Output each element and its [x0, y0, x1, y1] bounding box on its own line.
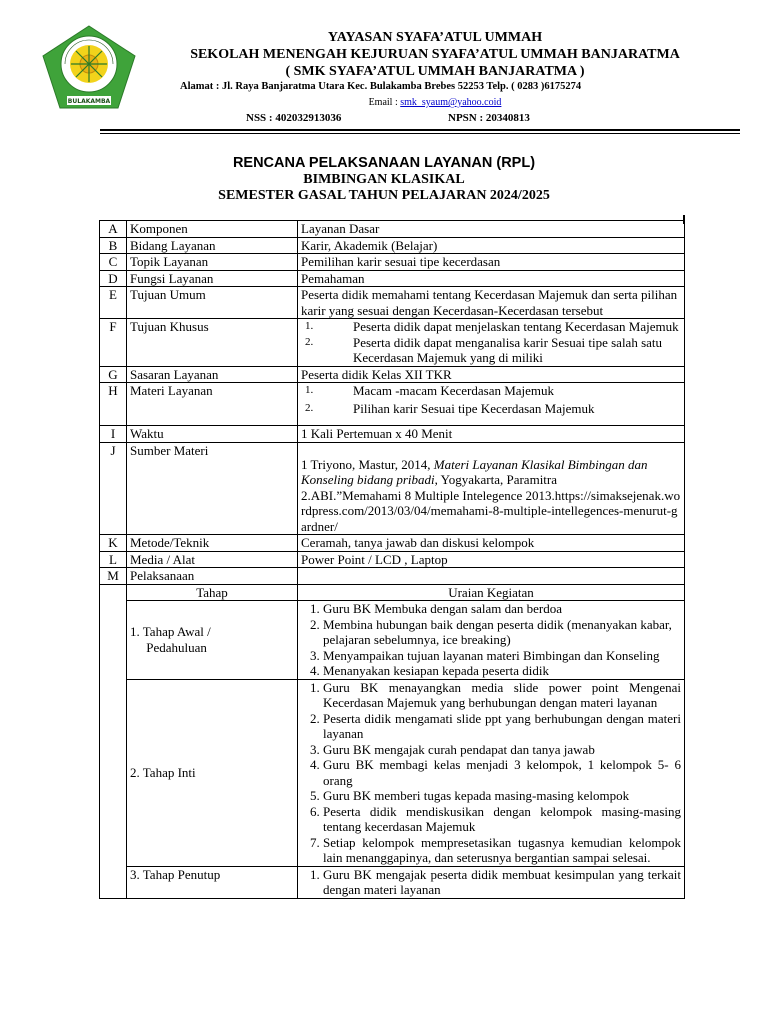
npsn-number: NPSN : 20340813 [448, 112, 530, 124]
school-logo [40, 24, 138, 110]
spacer-cell [100, 601, 127, 680]
row-m [100, 568, 685, 585]
school-address: Alamat : Jl. Raya Banjaratma Utara Kec. Bulakamba Brebes 52253 Telp. ( 0283 )6175274 [180, 81, 582, 92]
school-email [150, 97, 720, 108]
item-number: 1. [305, 384, 314, 396]
item-number: 2. [305, 335, 314, 348]
activity-item: 3. Guru BK mengajak curah pendapat dan tanya jawab [323, 742, 681, 758]
row-label: Materi Layanan [127, 383, 298, 426]
row-value: Ceramah, tanya jawab dan diskusi kelompok [298, 535, 685, 552]
list-item [301, 335, 681, 366]
item-text: Pilihan karir Sesuai tipe Kecerdasan Majemuk [353, 400, 595, 416]
row-f [100, 319, 685, 367]
row-d [100, 270, 685, 287]
row-b [100, 237, 685, 254]
list-item [301, 319, 681, 335]
row-h [100, 383, 685, 426]
activity-list [301, 601, 681, 679]
row-label: Topik Layanan [127, 254, 298, 271]
source-1-publisher: , Yogyakarta, Paramitra [434, 472, 558, 487]
spacer-cell [100, 866, 127, 898]
row-label: Sasaran Layanan [127, 366, 298, 383]
row-code: L [100, 551, 127, 568]
row-value [298, 442, 685, 535]
row-value: Peserta didik memahami tentang Kecerdasan Majemuk dan serta pilihan karir yang sesuai dengan Kecerdasan-Kecerdasan tersebut [298, 287, 685, 319]
row-code: C [100, 254, 127, 271]
row-code: J [100, 442, 127, 535]
row-l [100, 551, 685, 568]
row-label: Fungsi Layanan [127, 270, 298, 287]
document-subtitle: BIMBINGAN KLASIKAL [303, 172, 465, 187]
row-code: I [100, 426, 127, 443]
row-c [100, 254, 685, 271]
row-value: Power Point / LCD , Laptop [298, 551, 685, 568]
source-1-title: Materi Layanan Klasikal Bimbingan dan Konseling bidang pribadi [301, 456, 648, 487]
activity-item: 1. Guru BK mengajak peserta didik membuat kesimpulan yang terkait dengan materi layanan [323, 867, 681, 898]
stage-activities [298, 679, 685, 866]
spacer-cell [100, 584, 127, 601]
row-code: A [100, 221, 127, 238]
row-label: Tujuan Umum [127, 287, 298, 319]
row-label: Pelaksanaan [127, 568, 298, 585]
spacer-cell [100, 679, 127, 866]
school-short-name: ( SMK SYAFA’ATUL UMMAH BANJARATMA ) [285, 64, 585, 79]
nss-number: NSS : 402032913036 [246, 112, 342, 124]
row-value [298, 568, 685, 585]
row-k [100, 535, 685, 552]
letterhead-rule-thick [100, 129, 740, 131]
item-text: Peserta didik dapat menjelaskan tentang Kecerdasan Majemuk [353, 319, 679, 334]
activity-list [301, 867, 681, 898]
row-label: Tujuan Khusus [127, 319, 298, 367]
row-code: D [100, 270, 127, 287]
stage-row-awal [100, 601, 685, 680]
row-label: Bidang Layanan [127, 237, 298, 254]
activity-list [301, 680, 681, 866]
source-1 [301, 457, 681, 488]
source-2: 2.ABI.”Memahami 8 Multiple Intelegence 2013.https://simaksejenak.wordpress.com/2013/03/04/memahami-8-multiple-intellegences-menurut-gardner/ [301, 487, 681, 534]
activity-item: 4. Menanyakan kesiapan kepada peserta didik [323, 663, 681, 679]
activity-item: 2. Membina hubungan baik dengan peserta didik (menanyakan kabar, pelajaran sebelumnya, ice breaking) [323, 617, 681, 648]
email-link[interactable]: smk_syaum@yahoo.coid [400, 97, 502, 108]
row-i [100, 426, 685, 443]
item-text: Macam -macam Kecerdasan Majemuk [353, 383, 555, 398]
stage-name: 1. Tahap Awal / Pedahuluan [127, 601, 298, 680]
stage-row-penutup [100, 866, 685, 898]
row-j [100, 442, 685, 535]
row-code: B [100, 237, 127, 254]
row-code: K [100, 535, 127, 552]
row-value: 1 Kali Pertemuan x 40 Menit [298, 426, 685, 443]
stage-name: 2. Tahap Inti [127, 679, 298, 866]
row-code: G [100, 366, 127, 383]
row-label: Waktu [127, 426, 298, 443]
activity-item: 1. Guru BK menayangkan media slide power point Mengenai Kecerdasan Majemuk yang berhubungan dengan materi layanan [323, 680, 681, 711]
row-value: Karir, Akademik (Belajar) [298, 237, 685, 254]
row-label: Komponen [127, 221, 298, 238]
row-code: H [100, 383, 127, 426]
row-e [100, 287, 685, 319]
rpl-table [99, 220, 685, 899]
row-code: M [100, 568, 127, 585]
row-label: Media / Alat [127, 551, 298, 568]
stage-activities [298, 866, 685, 898]
row-label: Metode/Teknik [127, 535, 298, 552]
activity-item: 1. Guru BK Membuka dengan salam dan berdoa [323, 601, 681, 617]
document-title: RENCANA PELAKSANAAN LAYANAN (RPL) [232, 155, 536, 171]
list-item [301, 383, 681, 399]
stage-row-inti [100, 679, 685, 866]
row-value: Peserta didik Kelas XII TKR [298, 366, 685, 383]
school-name: SEKOLAH MENENGAH KEJURUAN SYAFA’ATUL UMMAH BANJARATMA [190, 47, 680, 62]
list-item [301, 401, 681, 417]
svg-text:BULAKAMBA: BULAKAMBA [67, 98, 111, 105]
col-header-tahap: Tahap [127, 584, 298, 601]
row-value [298, 383, 685, 426]
row-value [298, 319, 685, 367]
activity-item: 2. Peserta didik mengamati slide ppt yang berhubungan dengan materi layanan [323, 711, 681, 742]
row-value: Pemahaman [298, 270, 685, 287]
email-label: Email : [368, 97, 401, 108]
item-number: 2. [305, 401, 314, 414]
row-label: Sumber Materi [127, 442, 298, 535]
activity-item: 6. Peserta didik mendiskusikan dengan kelompok masing-masing tentang kecerdasan Majemuk [323, 804, 681, 835]
item-text: Peserta didik dapat menganalisa karir Sesuai tipe salah satu Kecerdasan Majemuk yang di miliki [353, 334, 663, 365]
stage-activities [298, 601, 685, 680]
document-semester: SEMESTER GASAL TAHUN PELAJARAN 2024/2025 [218, 188, 550, 203]
row-code: E [100, 287, 127, 319]
activity-item: 7. Setiap kelompok mempresetasikan tugasnya kemudian kelompok lain menanggapinya, dan seterusnya bergantian sampai selesai. [323, 835, 681, 866]
row-value: Pemilihan karir sesuai tipe kecerdasan [298, 254, 685, 271]
item-number: 1. [305, 320, 314, 332]
row-a [100, 221, 685, 238]
source-1-authors: 1 Triyono, Mastur, 2014, [301, 456, 434, 472]
col-header-uraian: Uraian Kegiatan [298, 584, 685, 601]
pelaksanaan-header [100, 584, 685, 601]
foundation-name: YAYASAN SYAFA’ATUL UMMAH [327, 30, 543, 45]
letterhead-rule-thin [100, 133, 740, 134]
row-g [100, 366, 685, 383]
activity-item: 3. Menyampaikan tujuan layanan materi Bimbingan dan Konseling [323, 648, 681, 664]
activity-item: 4. Guru BK membagi kelas menjadi 3 kelompok, 1 kelompok 5- 6 orang [323, 757, 681, 788]
row-value: Layanan Dasar [298, 221, 685, 238]
row-code: F [100, 319, 127, 367]
stage-name: 3. Tahap Penutup [127, 866, 298, 898]
activity-item: 5. Guru BK memberi tugas kepada masing-masing kelompok [323, 788, 681, 804]
